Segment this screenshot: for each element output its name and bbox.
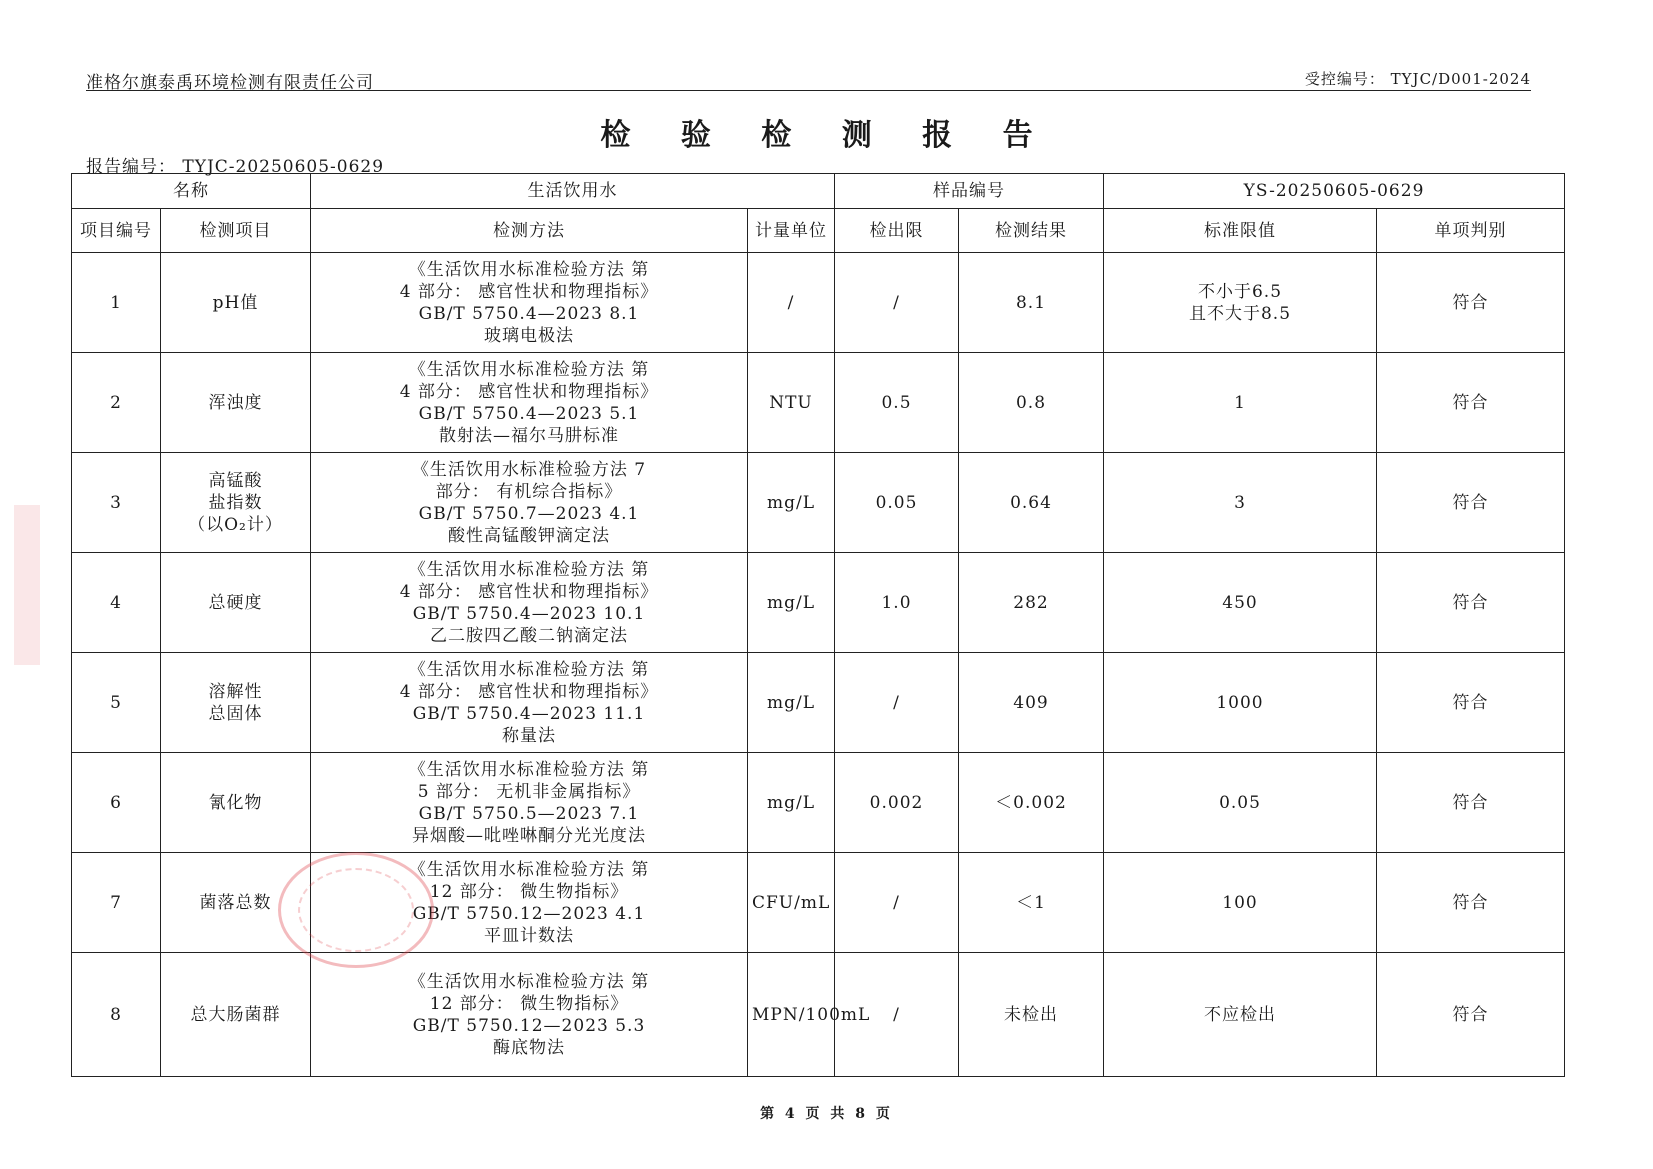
cell-standard-line: 不应检出 — [1204, 1004, 1276, 1025]
cell-method-line: 玻璃电极法 — [484, 325, 574, 346]
cell-method-line: GB/T 5750.4—2023 8.1 — [418, 303, 640, 324]
cell-item: 浑浊度 — [161, 353, 311, 453]
cell-item-line: 总固体 — [208, 703, 263, 724]
cell-no: 7 — [72, 853, 161, 953]
cell-method-line: 4 部分： 感官性状和物理指标》 — [399, 281, 659, 302]
table-row — [72, 753, 1565, 853]
cell-judge: 符合 — [1377, 253, 1565, 353]
cell-limit: / — [835, 653, 959, 753]
cell-method-line: 4 部分： 感官性状和物理指标》 — [399, 681, 659, 702]
cell-method-line: 《生活饮用水标准检验方法 第 — [408, 971, 650, 992]
cell-limit: 0.5 — [835, 353, 959, 453]
col-header-unit: 计量单位 — [748, 209, 835, 253]
cell-no: 2 — [72, 353, 161, 453]
cell-standard — [1104, 753, 1377, 853]
cell-result: 0.8 — [959, 353, 1104, 453]
cell-standard — [1104, 353, 1377, 453]
cell-method — [311, 253, 748, 353]
cell-result: 282 — [959, 553, 1104, 653]
cell-method — [311, 553, 748, 653]
cell-item: 总硬度 — [161, 553, 311, 653]
report-number: 报告编号： TYJC-20250605-0629 — [86, 157, 385, 177]
cell-unit: mg/L — [748, 553, 835, 653]
inspection-seal-inner — [298, 868, 414, 952]
cell-standard — [1104, 253, 1377, 353]
cell-method-line: GB/T 5750.7—2023 4.1 — [418, 503, 640, 524]
cell-method-line: 平皿计数法 — [484, 925, 574, 946]
cell-item: pH值 — [161, 253, 311, 353]
cell-method-line: 散射法—福尔马肼标准 — [439, 425, 619, 446]
cell-standard — [1104, 853, 1377, 953]
cell-item-line: 盐指数 — [208, 492, 263, 513]
cell-limit: 0.002 — [835, 753, 959, 853]
cell-standard-line: 1 — [1234, 392, 1246, 413]
cell-method-line: GB/T 5750.12—2023 4.1 — [412, 903, 646, 924]
table-row — [72, 453, 1565, 553]
column-header-row — [72, 209, 1565, 253]
col-header-item: 检测项目 — [161, 209, 311, 253]
cell-judge: 符合 — [1377, 353, 1565, 453]
cell-method-line: GB/T 5750.4—2023 10.1 — [412, 603, 646, 624]
name-value: 生活饮用水 — [311, 174, 835, 209]
cell-method — [311, 353, 748, 453]
cell-method — [311, 953, 748, 1077]
cell-item — [161, 653, 311, 753]
cell-no: 4 — [72, 553, 161, 653]
cell-result: 0.64 — [959, 453, 1104, 553]
cell-item: 菌落总数 — [161, 853, 311, 953]
cell-method-line: 乙二胺四乙酸二钠滴定法 — [430, 625, 628, 646]
cell-judge: 符合 — [1377, 453, 1565, 553]
table-row — [72, 353, 1565, 453]
cell-method-line: 称量法 — [502, 725, 556, 746]
cell-standard-line: 且不大于8.5 — [1188, 303, 1292, 324]
cell-method-line: 12 部分： 微生物指标》 — [429, 881, 629, 902]
cell-method-line: 酸性高锰酸钾滴定法 — [448, 525, 610, 546]
col-header-limit: 检出限 — [835, 209, 959, 253]
col-header-standard: 标准限值 — [1104, 209, 1377, 253]
cell-result: 8.1 — [959, 253, 1104, 353]
cell-no: 6 — [72, 753, 161, 853]
cell-method-line: 《生活饮用水标准检验方法 第 — [408, 659, 650, 680]
cell-unit: MPN/100mL — [748, 953, 835, 1077]
cell-result: 409 — [959, 653, 1104, 753]
table-row — [72, 253, 1565, 353]
cell-method-line: 酶底物法 — [493, 1037, 565, 1058]
cell-method-line: 4 部分： 感官性状和物理指标》 — [399, 581, 659, 602]
page-footer: 第 4 页 共 8 页 — [760, 1106, 893, 1122]
cell-standard — [1104, 653, 1377, 753]
col-header-judge: 单项判别 — [1377, 209, 1565, 253]
table-row — [72, 953, 1565, 1077]
cell-no: 8 — [72, 953, 161, 1077]
name-label: 名称 — [72, 174, 311, 209]
cell-judge: 符合 — [1377, 653, 1565, 753]
cell-result: 未检出 — [959, 953, 1104, 1077]
cell-result: ＜1 — [959, 853, 1104, 953]
control-number: 受控编号： TYJC/D001-2024 — [1304, 70, 1531, 88]
cell-standard-line: 3 — [1234, 492, 1246, 513]
cell-limit: / — [835, 853, 959, 953]
report-title: 检 验 检 测 报 告 — [600, 118, 1053, 153]
sample-number-label: 样品编号 — [835, 174, 1104, 209]
cell-method-line: 4 部分： 感官性状和物理指标》 — [399, 381, 659, 402]
sample-number-value: YS-20250605-0629 — [1104, 174, 1565, 209]
cell-method-line: GB/T 5750.4—2023 11.1 — [412, 703, 646, 724]
cell-unit: NTU — [748, 353, 835, 453]
cell-method-line: 《生活饮用水标准检验方法 第 — [408, 259, 650, 280]
document-header — [86, 68, 1531, 91]
cell-standard-line: 450 — [1222, 592, 1258, 613]
cell-method — [311, 653, 748, 753]
cell-standard — [1104, 553, 1377, 653]
cell-standard-line: 100 — [1222, 892, 1258, 913]
cell-method-line: 《生活饮用水标准检验方法 第 — [408, 759, 650, 780]
cell-method-line: 《生活饮用水标准检验方法 第 — [408, 359, 650, 380]
cell-standard — [1104, 953, 1377, 1077]
cell-no: 3 — [72, 453, 161, 553]
table-row — [72, 553, 1565, 653]
cell-method-line: 《生活饮用水标准检验方法 7 — [411, 459, 647, 480]
cell-standard-line: 不小于6.5 — [1197, 281, 1283, 302]
cell-limit: 1.0 — [835, 553, 959, 653]
col-header-result: 检测结果 — [959, 209, 1104, 253]
cell-method-line: GB/T 5750.5—2023 7.1 — [418, 803, 640, 824]
cell-method — [311, 453, 748, 553]
cell-judge: 符合 — [1377, 553, 1565, 653]
cell-item-line: 高锰酸 — [208, 470, 263, 491]
cell-standard-line: 0.05 — [1219, 792, 1261, 813]
cell-method-line: 《生活饮用水标准检验方法 第 — [408, 559, 650, 580]
cell-method-line: 5 部分： 无机非金属指标》 — [417, 781, 641, 802]
cell-item-line: （以O₂计） — [188, 514, 283, 535]
cell-standard-line: 1000 — [1216, 692, 1264, 713]
cell-method-line: 异烟酸—吡唑啉酮分光光度法 — [412, 825, 646, 846]
cell-limit: / — [835, 953, 959, 1077]
cell-no: 5 — [72, 653, 161, 753]
cell-result: ＜0.002 — [959, 753, 1104, 853]
cell-unit: / — [748, 253, 835, 353]
col-header-method: 检测方法 — [311, 209, 748, 253]
cell-method-line: GB/T 5750.4—2023 5.1 — [418, 403, 640, 424]
cell-unit: mg/L — [748, 753, 835, 853]
col-header-no: 项目编号 — [72, 209, 161, 253]
cell-unit: mg/L — [748, 653, 835, 753]
cell-judge: 符合 — [1377, 953, 1565, 1077]
cell-no: 1 — [72, 253, 161, 353]
cell-method-line: GB/T 5750.12—2023 5.3 — [412, 1015, 646, 1036]
cell-judge: 符合 — [1377, 853, 1565, 953]
cell-unit: CFU/mL — [748, 853, 835, 953]
seam-stamp — [14, 505, 40, 665]
cell-unit: mg/L — [748, 453, 835, 553]
company-name: 准格尔旗泰禹环境检测有限责任公司 — [86, 73, 374, 93]
cell-method-line: 12 部分： 微生物指标》 — [429, 993, 629, 1014]
cell-item: 氰化物 — [161, 753, 311, 853]
cell-limit: / — [835, 253, 959, 353]
cell-limit: 0.05 — [835, 453, 959, 553]
cell-judge: 符合 — [1377, 753, 1565, 853]
cell-method-line: 《生活饮用水标准检验方法 第 — [408, 859, 650, 880]
cell-item: 总大肠菌群 — [161, 953, 311, 1077]
cell-item — [161, 453, 311, 553]
cell-standard — [1104, 453, 1377, 553]
cell-method-line: 部分： 有机综合指标》 — [435, 481, 623, 502]
cell-item-line: 溶解性 — [208, 681, 263, 702]
sample-info-row — [72, 174, 1565, 209]
table-row — [72, 653, 1565, 753]
cell-method — [311, 753, 748, 853]
